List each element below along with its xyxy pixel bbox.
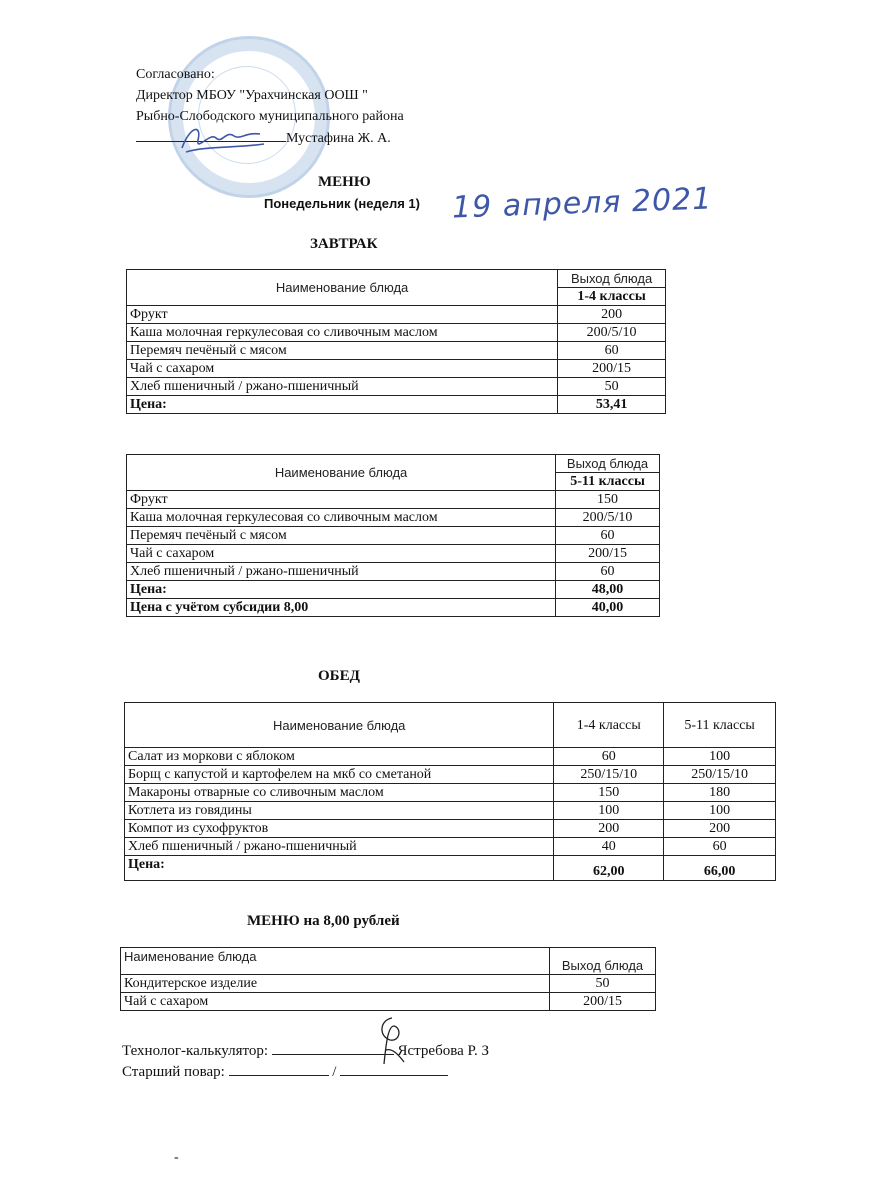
price-label: Цена: (127, 396, 558, 414)
table-row (127, 378, 666, 396)
dish-name: Фрукт (127, 491, 556, 509)
price-value-1-4: 62,00 (554, 856, 664, 881)
director-signature (176, 118, 266, 160)
price-value: 53,41 (558, 396, 666, 414)
dish-name: Чай с сахаром (127, 545, 556, 563)
table-row (127, 306, 666, 324)
price-value: 48,00 (556, 581, 660, 599)
table-row (121, 975, 656, 993)
table-row (127, 360, 666, 378)
dish-name: Компот из сухофруктов (125, 820, 554, 838)
group-header: 1-4 классы (558, 288, 666, 306)
dish-output-5-11: 100 (664, 802, 776, 820)
table-header-row (125, 703, 776, 748)
table-row (125, 766, 776, 784)
table-header-row (127, 455, 660, 473)
dish-output: 200/15 (558, 360, 666, 378)
breakfast-heading: ЗАВТРАК (310, 236, 378, 252)
handwritten-date: 19 апреля 2021 (451, 181, 713, 226)
column-header-dish: Наименование блюда (127, 270, 558, 306)
dish-output: 60 (556, 527, 660, 545)
table-row (127, 527, 660, 545)
dish-output: 50 (550, 975, 656, 993)
dish-output: 200/15 (550, 993, 656, 1011)
table-row (127, 324, 666, 342)
column-header-dish: Наименование блюда (121, 948, 550, 975)
price-row (125, 856, 776, 881)
column-header-dish: Наименование блюда (125, 703, 554, 748)
dish-output-1-4: 100 (554, 802, 664, 820)
dish-output: 200 (558, 306, 666, 324)
dish-output-1-4: 200 (554, 820, 664, 838)
breakfast-table-1-4 (126, 269, 666, 414)
technologist-name: Ястребова Р. З (397, 1043, 489, 1059)
dish-name: Перемяч печёный с мясом (127, 527, 556, 545)
cook-label: Старший повар: (122, 1064, 225, 1080)
dish-output-5-11: 100 (664, 748, 776, 766)
table-row (127, 491, 660, 509)
dish-name: Чай с сахаром (127, 360, 558, 378)
dish-output-5-11: 60 (664, 838, 776, 856)
table-row (125, 838, 776, 856)
breakfast-table-5-11 (126, 454, 660, 617)
technologist-label: Технолог-калькулятор: (122, 1043, 269, 1059)
dish-output: 60 (558, 342, 666, 360)
dish-name: Борщ с капустой и картофелем на мкб со сметаной (125, 766, 554, 784)
approval-line-2: Директор МБОУ "Урахчинская ООШ " (136, 88, 368, 103)
lunch-heading: ОБЕД (318, 668, 360, 684)
dish-output-1-4: 150 (554, 784, 664, 802)
dish-name: Хлеб пшеничный / ржано-пшеничный (127, 563, 556, 581)
dish-output: 200/5/10 (558, 324, 666, 342)
table-row (127, 509, 660, 527)
dish-name: Каша молочная геркулесовая со сливочным маслом (127, 324, 558, 342)
table-row (125, 784, 776, 802)
table-row (125, 802, 776, 820)
menu-title: МЕНЮ (318, 174, 371, 190)
cook-line (122, 1061, 489, 1082)
table-row (121, 993, 656, 1011)
table-header-row (121, 948, 656, 975)
technologist-line (122, 1040, 489, 1061)
dish-name: Макароны отварные со сливочным маслом (125, 784, 554, 802)
dish-name: Хлеб пшеничный / ржано-пшеничный (125, 838, 554, 856)
column-header-grades-5-11: 5-11 классы (664, 703, 776, 748)
column-header-output: Выход блюда (558, 270, 666, 288)
dish-output: 150 (556, 491, 660, 509)
dish-output-5-11: 250/15/10 (664, 766, 776, 784)
price-label: Цена: (125, 856, 554, 881)
dish-name: Кондитерское изделие (121, 975, 550, 993)
column-header-output: Выход блюда (556, 455, 660, 473)
dish-output-5-11: 180 (664, 784, 776, 802)
dish-name: Котлета из говядины (125, 802, 554, 820)
lunch-table (124, 702, 776, 881)
footer-signatures (122, 1040, 489, 1082)
dish-name: Перемяч печёный с мясом (127, 342, 558, 360)
dish-output-1-4: 60 (554, 748, 664, 766)
menu-subtitle: Понедельник (неделя 1) (264, 196, 420, 211)
column-header-grades-1-4: 1-4 классы (554, 703, 664, 748)
scan-mark: - (174, 1150, 179, 1165)
approval-line-1: Согласовано: (136, 67, 215, 82)
subsidy-price-row (127, 599, 660, 617)
dish-output-5-11: 200 (664, 820, 776, 838)
price-row (127, 396, 666, 414)
column-header-output: Выход блюда (550, 948, 656, 975)
subsidy-label: Цена с учётом субсидии 8,00 (127, 599, 556, 617)
signature-separator: / (332, 1064, 337, 1080)
table-row (127, 563, 660, 581)
dish-name: Фрукт (127, 306, 558, 324)
director-name: Мустафина Ж. А. (286, 131, 391, 146)
dish-name: Каша молочная геркулесовая со сливочным маслом (127, 509, 556, 527)
price-label: Цена: (127, 581, 556, 599)
group-header: 5-11 классы (556, 473, 660, 491)
table-row (125, 820, 776, 838)
dish-output-1-4: 40 (554, 838, 664, 856)
approval-line-3: Рыбно-Слободского муниципального района (136, 109, 404, 124)
column-header-dish: Наименование блюда (127, 455, 556, 491)
table-row (127, 545, 660, 563)
dish-name: Чай с сахаром (121, 993, 550, 1011)
dish-output-1-4: 250/15/10 (554, 766, 664, 784)
subsidy-price-value: 40,00 (556, 599, 660, 617)
dish-name: Салат из моркови с яблоком (125, 748, 554, 766)
dish-output: 50 (558, 378, 666, 396)
table-row (125, 748, 776, 766)
table-row (127, 342, 666, 360)
dish-output: 200/15 (556, 545, 660, 563)
price-row (127, 581, 660, 599)
dish-output: 60 (556, 563, 660, 581)
dish-output: 200/5/10 (556, 509, 660, 527)
price-value-5-11: 66,00 (664, 856, 776, 881)
menu-8-heading: МЕНЮ на 8,00 рублей (247, 913, 400, 929)
dish-name: Хлеб пшеничный / ржано-пшеничный (127, 378, 558, 396)
menu-8-table (120, 947, 656, 1011)
table-header-row (127, 270, 666, 288)
